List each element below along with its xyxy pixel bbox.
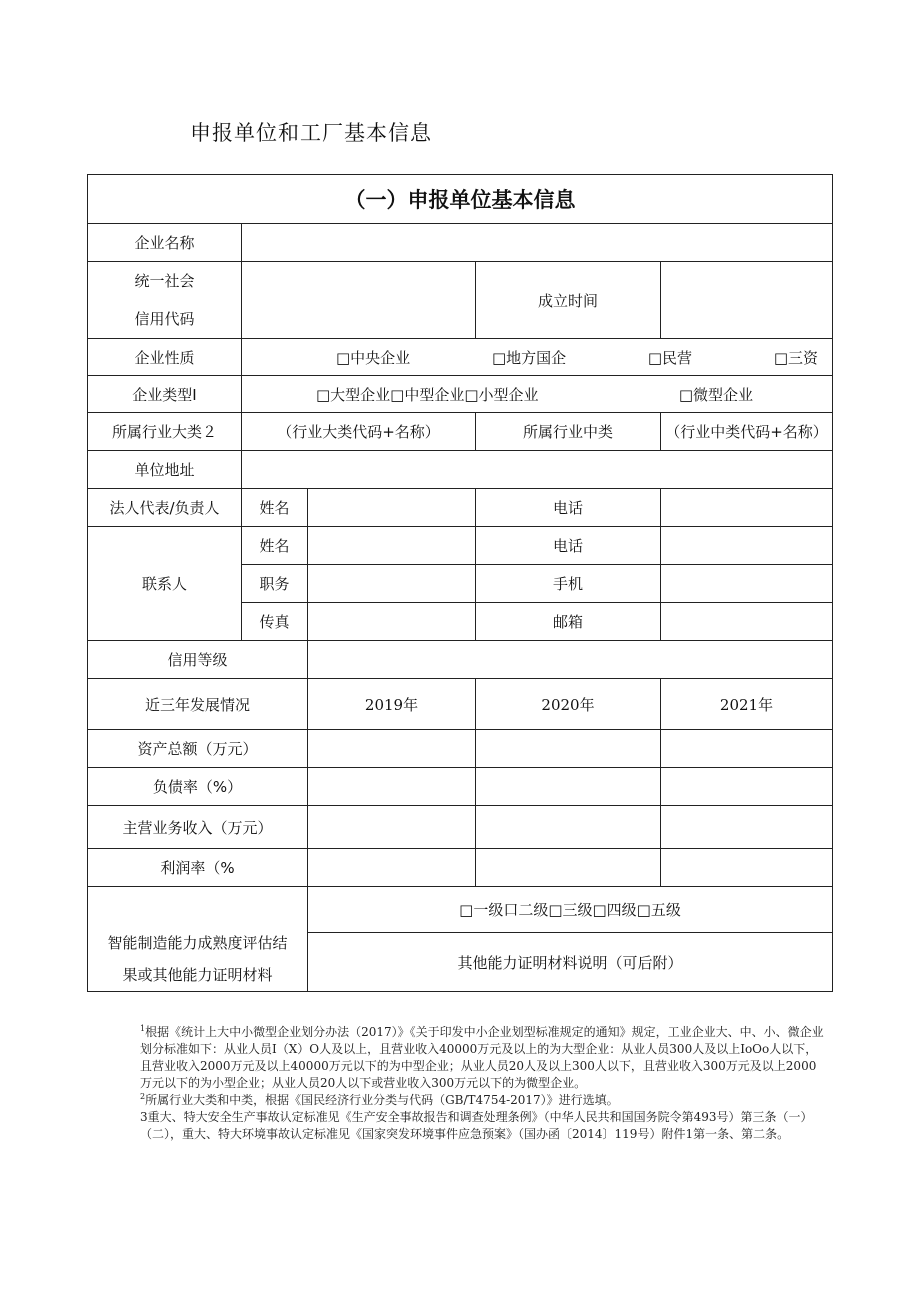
- type-option-micro[interactable]: □微型企业: [678, 385, 753, 404]
- nature-option-private[interactable]: □民营: [647, 348, 693, 367]
- nature-label: 企业性质: [88, 339, 242, 376]
- contact-phone-field[interactable]: [661, 527, 833, 565]
- maturity-levels[interactable]: □一级口二级□三级□四级□五级: [308, 887, 833, 933]
- credit-code-field[interactable]: [242, 262, 476, 339]
- address-label: 单位地址: [88, 451, 242, 489]
- type-option-large-medium-small[interactable]: □大型企业□中型企业□小型企业: [316, 385, 539, 404]
- nature-option-local-soe[interactable]: □地方国企: [491, 348, 567, 367]
- company-name-field[interactable]: [242, 224, 833, 262]
- type-options: [242, 376, 833, 413]
- other-proof-label: 其他能力证明材料说明（可后附）: [308, 933, 833, 992]
- type-label: 企业类型Ⅰ: [88, 376, 242, 413]
- nature-option-central[interactable]: □中央企业: [336, 348, 411, 367]
- contact-name-label: 姓名: [242, 527, 308, 565]
- contact-mobile-label: 手机: [476, 565, 661, 603]
- company-name-label: 企业名称: [88, 224, 242, 262]
- main-revenue-2021[interactable]: [661, 806, 833, 849]
- maturity-label: 智能制造能力成熟度评估结 果或其他能力证明材料: [88, 887, 308, 992]
- contact-label: 联系人: [88, 527, 242, 641]
- total-assets-label: 资产总额（万元）: [88, 730, 308, 768]
- established-field[interactable]: [661, 262, 833, 339]
- year-2020: 2020年: [476, 679, 661, 730]
- page-title: 申报单位和工厂基本信息: [190, 121, 432, 145]
- address-field[interactable]: [242, 451, 833, 489]
- legal-rep-phone-field[interactable]: [661, 489, 833, 527]
- footnote-3: 3重大、特大安全生产事故认定标准见《生产安全事故报告和调查处理条例》（中华人民共和国国务院令第493号）第三条（一）（二），重大、特大环境事故认定标准见《国家突发环境事件应急预案》（国办函〔2014〕119号）附件1第一条、第二条。: [140, 1110, 813, 1141]
- legal-rep-phone-label: 电话: [476, 489, 661, 527]
- nature-options: [242, 339, 833, 376]
- profit-rate-2019[interactable]: [308, 849, 476, 887]
- profit-rate-2021[interactable]: [661, 849, 833, 887]
- footnote-2: $^2$所属行业大类和中类，根据《国民经济行业分类与代码（GB/T4754-2017）》进行选填。: [140, 1092, 619, 1107]
- main-revenue-2019[interactable]: [308, 806, 476, 849]
- year-2021: 2021年: [661, 679, 833, 730]
- total-assets-2020[interactable]: [476, 730, 661, 768]
- legal-rep-name-field[interactable]: [308, 489, 476, 527]
- contact-email-field[interactable]: [661, 603, 833, 641]
- contact-position-label: 职务: [242, 565, 308, 603]
- established-label: 成立时间: [476, 262, 661, 339]
- total-assets-2021[interactable]: [661, 730, 833, 768]
- contact-email-label: 邮箱: [476, 603, 661, 641]
- main-revenue-label: 主营业务收入（万元）: [88, 806, 308, 849]
- industry-mid-hint[interactable]: （行业中类代码+名称）: [661, 413, 833, 451]
- legal-rep-label: 法人代表/负责人: [88, 489, 242, 527]
- profit-rate-2020[interactable]: [476, 849, 661, 887]
- debt-ratio-label: 负债率（%）: [88, 768, 308, 806]
- contact-fax-label: 传真: [242, 603, 308, 641]
- credit-rating-label: 信用等级: [88, 641, 308, 679]
- industry-major-hint[interactable]: （行业大类代码+名称）: [242, 413, 476, 451]
- contact-name-field[interactable]: [308, 527, 476, 565]
- contact-position-field[interactable]: [308, 565, 476, 603]
- company-info-table: [87, 174, 833, 992]
- dev-three-years-label: 近三年发展情况: [88, 679, 308, 730]
- credit-code-label: 统一社会 信用代码: [88, 262, 242, 339]
- total-assets-2019[interactable]: [308, 730, 476, 768]
- footnotes: [140, 1024, 825, 1143]
- year-2019: 2019年: [308, 679, 476, 730]
- legal-rep-name-label: 姓名: [242, 489, 308, 527]
- debt-ratio-2021[interactable]: [661, 768, 833, 806]
- industry-major-label: 所属行业大类２: [88, 413, 242, 451]
- credit-rating-field[interactable]: [308, 641, 833, 679]
- profit-rate-label: 利润率（%: [88, 849, 308, 887]
- contact-fax-field[interactable]: [308, 603, 476, 641]
- main-revenue-2020[interactable]: [476, 806, 661, 849]
- debt-ratio-2019[interactable]: [308, 768, 476, 806]
- nature-option-foreign[interactable]: □三资: [773, 348, 818, 367]
- debt-ratio-2020[interactable]: [476, 768, 661, 806]
- contact-phone-label: 电话: [476, 527, 661, 565]
- footnote-1: $^1$根据《统计上大中小微型企业划分办法（2017）》《关于印发中小企业划型标准规定的通知》规定，工业企业大、中、小、微企业划分标准如下：从业人员I（X）O人及以上，且营业收入40000万元及以上的为大型企业：从业人员300人及以上IoOo人以下，且营业收入2000万元及以上40000万元以下的为中型企业；从业人员20人及以上300人以下，且营业收入300万元及以上2000万元以下的为小型企业；从业人员20人以下或营业收入300万元以下的为微型企业。: [140, 1024, 824, 1090]
- industry-mid-label: 所属行业中类: [476, 413, 661, 451]
- section-title: （一）申报单位基本信息: [88, 175, 833, 224]
- contact-mobile-field[interactable]: [661, 565, 833, 603]
